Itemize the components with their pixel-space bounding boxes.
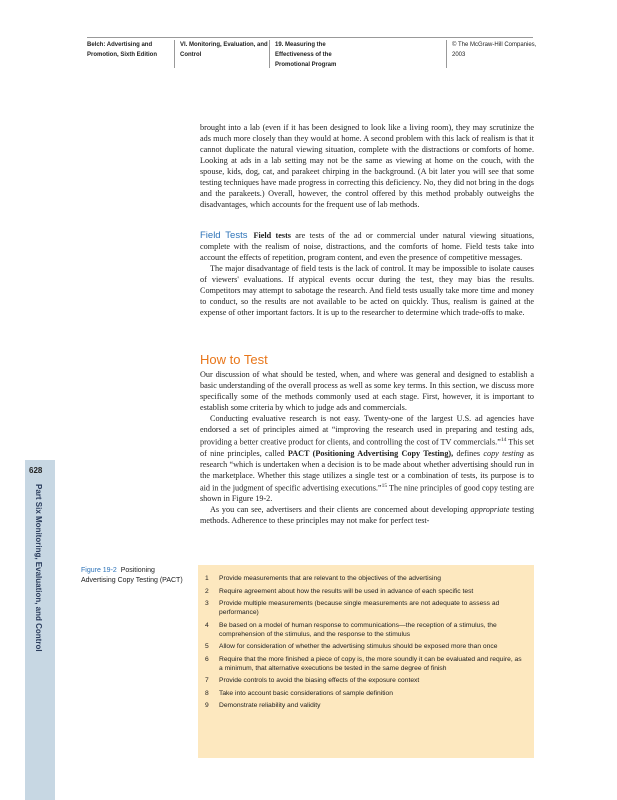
page-number: 628 — [29, 466, 43, 475]
body-text-top — [200, 122, 534, 210]
part-label: Part Six Monitoring, Evaluation, and Control — [34, 484, 43, 652]
paragraph-field-tests-disadvantage: The major disadvantage of field tests is the lack of control. It may be impossible to isolate causes of viewers' evaluations. If atypical events occur during the test, they may bias the results. Competitors may attempt to sabotage the research. And field tests usually take more time and money to conduct, so the results are not available to be acted on quickly. Thus, realism is gained at the expense of other important factors. It is up to the researcher to determine which trade-offs to make. — [200, 264, 534, 317]
header-book-title: Belch: Advertising and Promotion, Sixth Edition — [87, 42, 157, 58]
figure-label: Figure 19-2 — [81, 567, 117, 574]
list-item: 9 Demonstrate reliability and validity — [205, 702, 321, 709]
list-item: 1 Provide measurements that are relevant to the objectives of the advertising — [205, 575, 441, 582]
paragraph-how-to-test-intro: Our discussion of what should be tested, when, and where was general and designed to establish a basic understanding of the overall process as well as some key terms. In this section, we discuss more specifically some of the methods commonly used at each stage. First, however, it is important to establish some criteria by which to judge ads and commercials. — [200, 370, 534, 412]
header-chapter-title: 19. Measuring the Effectiveness of the Promotional Program — [269, 40, 365, 68]
paragraph-lab-tests: brought into a lab (even if it has been designed to look like a living room), they may scrutinize the ads much more closely than they would at home. A second problem with this lack of realism is that it cannot duplicate the natural viewing situation, complete with the distractions or comforts of home. Looking at ads in a lab setting may not be the same as viewing at home on the couch, with the spouse, kids, dog, cat, and parakeet chirping in the background. (A bit later you will see that some testing techniques have made progress in correcting this deficiency. No, they did not bring in the dogs and the parakeets.) Overall, however, the control offered by this method probably outweighs the disadvantages, which accounts for the frequent use of lab methods. — [200, 123, 534, 209]
list-item: 4 Be based on a model of human response to communications—the reception of a stimulus, the comprehension of the stimulus, and the response to the stimulus — [205, 621, 497, 638]
field-tests-heading: Field Tests — [200, 230, 248, 241]
footnote-14: 14 — [500, 437, 507, 443]
pact-term: PACT (Positioning Advertising Copy Testing), — [287, 448, 454, 458]
list-item: 5 Allow for consideration of whether the advertising stimulus should be exposed more than once — [205, 643, 498, 650]
field-tests-term: Field tests — [253, 231, 291, 240]
list-item: 8 Take into account basic considerations of sample definition — [205, 689, 393, 697]
paragraph-appropriate-methods: As you can see, advertisers and their clients are concerned about developing appropriate testing methods. Adherence to these principles may not make for perfect test- — [200, 505, 534, 526]
list-item: 2 Require agreement about how the results will be used in advance of each specific test — [205, 587, 474, 595]
copy-testing-term: copy testing — [483, 448, 524, 458]
figure-caption — [81, 566, 185, 586]
figure-title: Positioning Advertising Copy Testing (PACT) — [81, 567, 183, 584]
header-part-title: VI. Monitoring, Evaluation, and Control — [174, 40, 268, 68]
pact-principles-list — [204, 574, 524, 714]
body-text-how-to-test — [200, 369, 534, 526]
running-header — [87, 37, 537, 69]
header-copyright: © The McGraw-Hill Companies, 2003 — [446, 40, 538, 68]
body-text-field-tests — [200, 230, 534, 318]
list-item: 6 Require that the more finished a piece of copy is, the more soundly it can be evaluated and require, as a minimum, that alternative executions be tested in the same degree of finish — [205, 655, 522, 672]
list-item: 7 Provide controls to avoid the biasing effects of the exposure context — [205, 677, 420, 684]
footnote-15: 15 — [381, 482, 388, 489]
list-item: 3 Provide multiple measurements (because single measurements are not adequate to assess ad performance) — [205, 600, 500, 616]
paragraph-field-tests — [200, 230, 534, 263]
paragraph-pact: Conducting evaluative research is not easy. Twenty-one of the largest U.S. ad agencies have endorsed a set of principles aimed at “improving the research used in preparing and testing ads, providing a better creative product for clients, and controlling the cost of TV commercials.”$^{14}$ This set of nine principles, called PACT (Positioning Advertising Copy Testing), defines copy testing as research “which is undertaken when a decision is to be made about whether advertising should run in the marketplace. Whether this stage utilizes a single test or a combination of tests, its purpose is to aid in the judgment of specific advertising executions.”$^{15}$ The nine principles of good copy testing are shown in Figure 19-2. — [200, 414, 534, 504]
field-tests-definition: are tests of the ad or commercial under natural viewing situations, complete with the realism of noise, distractions, and the comforts of home. Field tests take into account the effects of repetition, program content, and even the presence of competitive messages. — [200, 231, 534, 262]
how-to-test-heading: How to Test — [200, 352, 268, 367]
header-rule — [87, 37, 533, 38]
